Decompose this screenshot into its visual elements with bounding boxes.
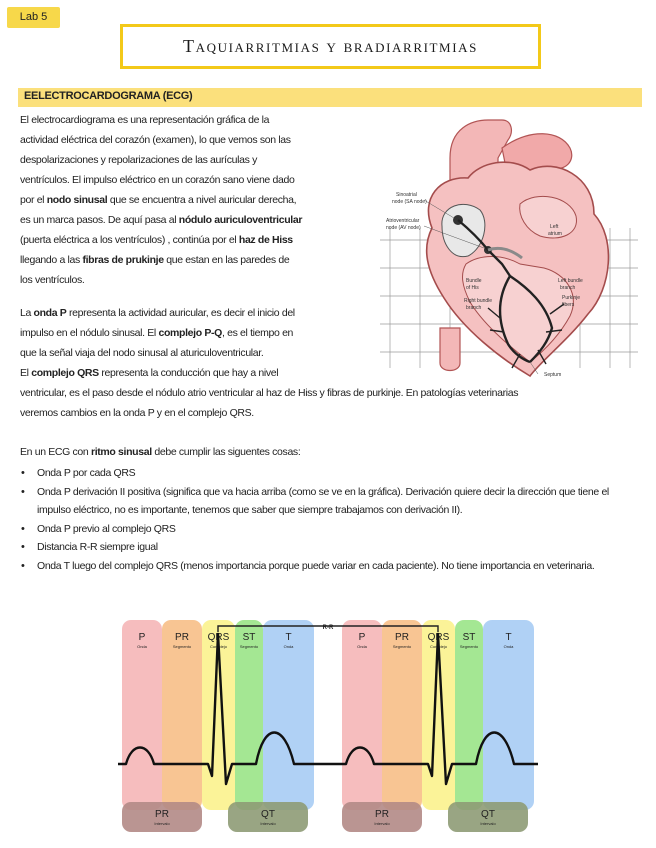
text-run: despolarizaciones y repolarizaciones de las aurículas y bbox=[20, 154, 257, 166]
text-run: ventrículos. El impulso eléctrico en un corazón sano viene dado bbox=[20, 174, 295, 186]
text-line bbox=[20, 130, 291, 150]
ecg-band-sublabel: Complejo bbox=[210, 644, 227, 649]
label-right-bundle-1: Right bundle bbox=[464, 298, 493, 304]
text-run: , es el tiempo en bbox=[221, 327, 294, 339]
label-bundle-his-1: Bundle bbox=[466, 278, 482, 284]
bold-term: nodo sinusal bbox=[46, 194, 108, 206]
rr-label: R-R bbox=[322, 625, 334, 631]
text-run: representa la conducción que hay a nivel bbox=[98, 367, 279, 379]
label-bundle-his-2: of His bbox=[466, 285, 479, 291]
text-run: debe cumplir las siguentes cosas: bbox=[151, 446, 301, 458]
ecg-interval-label: QT bbox=[481, 809, 495, 820]
ecg-band-label: ST bbox=[462, 632, 476, 643]
label-purkinje-1: Purkinje bbox=[562, 295, 581, 301]
ecg-band-label: PR bbox=[175, 632, 189, 643]
text-line bbox=[20, 403, 254, 423]
list-item: • Distancia R-R siempre igual bbox=[20, 538, 640, 557]
text-run: El bbox=[20, 367, 32, 379]
ecg-band-label: ST bbox=[242, 632, 256, 643]
ecg-band-sublabel: Complejo bbox=[430, 644, 447, 649]
ecg-band-label: PR bbox=[395, 632, 409, 643]
text-line bbox=[20, 150, 257, 170]
text-run: actividad eléctrica del corazón (examen), lo que vemos son las bbox=[20, 134, 291, 146]
label-purkinje-2: fibers bbox=[562, 302, 575, 308]
text-line bbox=[20, 442, 300, 462]
text-line bbox=[20, 170, 294, 190]
text-line bbox=[20, 230, 293, 250]
text-run: La bbox=[20, 307, 34, 319]
list-item: • Onda P previo al complejo QRS bbox=[20, 520, 640, 539]
page-title: Taquiarritmias y bradiarritmias bbox=[183, 36, 478, 56]
bold-term: haz de Hiss bbox=[238, 234, 293, 246]
ecg-band-sublabel: Onda bbox=[283, 644, 294, 649]
ecg-interval-sublabel: Intervalo bbox=[480, 821, 496, 826]
label-left-atrium-1: Left bbox=[550, 224, 559, 230]
text-line bbox=[20, 383, 518, 403]
label-sa-node-1: Sinoatrial bbox=[396, 192, 417, 198]
title-box bbox=[120, 24, 541, 69]
text-run: que se encuentra a nivel auricular derecha, bbox=[107, 194, 297, 206]
text-run: los ventrículos. bbox=[20, 274, 85, 286]
lab-tag: Lab 5 bbox=[7, 7, 60, 28]
text-run: En un ECG con bbox=[20, 446, 91, 458]
ecg-waveform-diagram bbox=[118, 616, 538, 838]
ecg-band-label: T bbox=[505, 632, 512, 643]
text-run: veremos cambios en la onda P y en el complejo QRS. bbox=[20, 407, 254, 419]
text-line bbox=[20, 363, 278, 383]
section-title: EELECTROCARDOGRAMA (ECG) bbox=[24, 90, 193, 102]
ecg-interval-sublabel: Intervalo bbox=[374, 821, 390, 826]
bold-term: complejo QRS bbox=[31, 367, 99, 379]
ecg-band-sublabel: Segmento bbox=[172, 644, 192, 649]
ecg-band-sublabel: Segmento bbox=[392, 644, 412, 649]
ecg-interval-label: PR bbox=[155, 809, 169, 820]
bold-term: onda P bbox=[33, 307, 67, 319]
text-run: impulso en el nódulo sinusal. El bbox=[20, 327, 159, 339]
heart-conduction-diagram bbox=[380, 118, 638, 380]
text-run: representa la actividad auricular, es decir el inicio del bbox=[66, 307, 295, 319]
text-run: que estan en las paredes de bbox=[163, 254, 290, 266]
ecg-band-sublabel: Segmento bbox=[239, 644, 259, 649]
list-item: • Onda P derivación II positiva (significa que va hacia arriba (como se ve en la gráfica). Derivación quiere decir la dirección que tiene el impulso eléctrico, no es importante, tenemos que saber que siempre trabajamos con derivación II). bbox=[20, 483, 640, 520]
ecg-band-label: QRS bbox=[207, 632, 230, 643]
ecg-band-sublabel: Segmento bbox=[459, 644, 479, 649]
label-right-bundle-2: branch bbox=[466, 305, 482, 311]
text-run: que la señal viaja del nodo sinusal al aturiculoventricular. bbox=[20, 347, 264, 359]
text-line bbox=[20, 190, 296, 210]
label-left-bundle-1: Left bundle bbox=[558, 278, 583, 284]
ecg-interval-sublabel: Intervalo bbox=[260, 821, 276, 826]
ecg-interval-label: PR bbox=[375, 809, 389, 820]
text-line bbox=[20, 250, 289, 270]
ecg-band-sublabel: Onda bbox=[357, 644, 367, 649]
label-sa-node-2: node (SA node) bbox=[392, 199, 427, 205]
ecg-band-label: P bbox=[138, 632, 146, 643]
text-run: llegando a las bbox=[20, 254, 83, 266]
text-run: por el bbox=[20, 194, 47, 206]
text-line bbox=[20, 323, 293, 343]
label-av-node-2: node (AV node) bbox=[386, 225, 421, 231]
bold-term: ritmo sinusal bbox=[90, 446, 152, 458]
bold-term: nódulo auriculoventricular bbox=[178, 214, 303, 226]
list-item: • Onda T luego del complejo QRS (menos importancia porque puede variar en cada paciente). No tiene importancia en veterinaria. bbox=[20, 557, 640, 576]
section-header bbox=[18, 88, 642, 107]
sinus-rhythm-criteria bbox=[20, 464, 640, 575]
label-septum: Septum bbox=[544, 372, 562, 378]
text-run: ventricular, es el paso desde el nódulo atrio ventricular al haz de Hiss y fibras de purkinje. En patologías veterinarias bbox=[20, 387, 519, 399]
label-av-node-1: Atrioventricular bbox=[386, 218, 420, 224]
ecg-band-label: T bbox=[285, 632, 292, 643]
label-left-atrium-2: atrium bbox=[548, 231, 562, 237]
text-line bbox=[20, 210, 302, 230]
text-line bbox=[20, 270, 84, 290]
ecg-interval-sublabel: Intervalo bbox=[154, 821, 170, 826]
vena-cava bbox=[440, 328, 460, 371]
ecg-band-sublabel: Onda bbox=[503, 644, 514, 649]
text-line bbox=[20, 303, 295, 323]
text-run: es un marca pasos. De aquí pasa al bbox=[20, 214, 179, 226]
label-left-bundle-2: branch bbox=[560, 285, 576, 291]
text-line bbox=[20, 110, 269, 130]
list-item: • Onda P por cada QRS bbox=[20, 464, 640, 483]
text-run: (puerta eléctrica a los ventrículos) , continúa por el bbox=[20, 234, 239, 246]
ecg-interval-label: QT bbox=[261, 809, 275, 820]
text-run: El electrocardiograma es una representación gráfica de la bbox=[20, 114, 270, 126]
bold-term: fibras de prukinje bbox=[82, 254, 164, 266]
ecg-band-label: P bbox=[358, 632, 366, 643]
bold-term: complejo P-Q bbox=[158, 327, 222, 339]
ecg-band-sublabel: Onda bbox=[137, 644, 147, 649]
ecg-band-label: QRS bbox=[427, 632, 450, 643]
text-line bbox=[20, 343, 263, 363]
